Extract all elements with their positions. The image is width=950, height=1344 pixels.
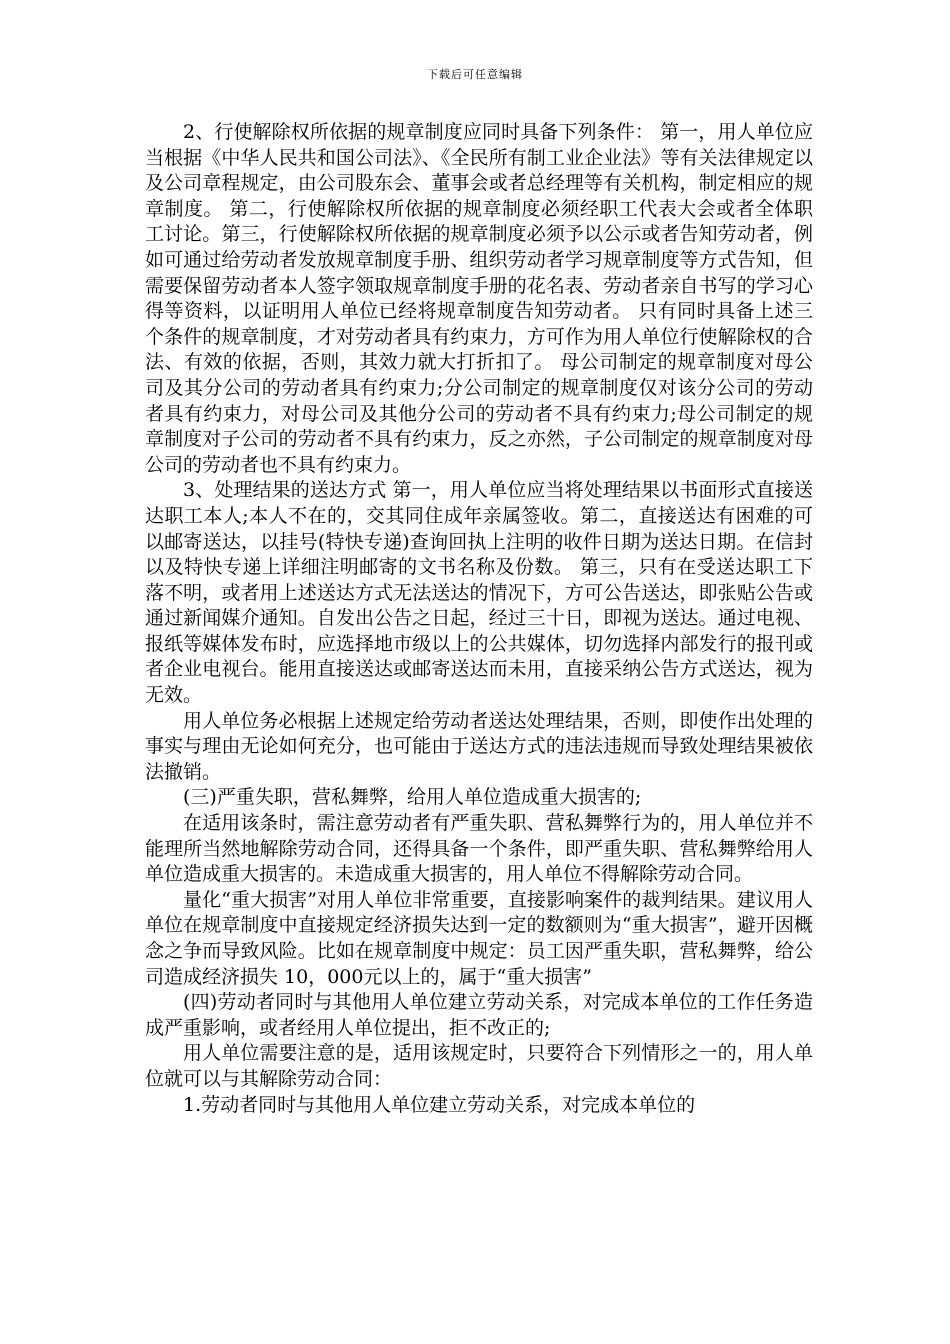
paragraph-item-one: 1.劳动者同时与其他用人单位建立劳动关系，对完成本单位的 <box>183 1093 696 1116</box>
page-header: 下载后可任意编辑 <box>427 68 523 81</box>
document-body <box>145 120 813 1118</box>
paragraph-heading-serious-negligence: (三)严重失职，营私舞弊，给用人单位造成重大损害的; <box>183 786 642 809</box>
paragraph-delivery-requirement: 用人单位务必根据上述规定给劳动者送达处理结果，否则，即使作出处理的事实与理由无论如何充分，也可能由于送达方式的违法违规而导致处理结果被依法撤销。 <box>145 709 813 783</box>
paragraph-delivery-method: 3、处理结果的送达方式 第一，用人单位应当将处理结果以书面形式直接送达职工本人;本人不在的，交其同住成年亲属签收。第二，直接送达有困难的可以邮寄送达，以挂号(特快专递)查询回执上注明的收件日期为送达日期。在信封以及特快专递上详细注明邮寄的文书名称及份数。 第三，只有在受送达职工下落不明，或者用上述送达方式无法送达的情况下，方可公告送达，即张贴公告或通过新闻媒介通知。自发出公告之日起，经过三十日，即视为送达。通过电视、报纸等媒体发布时，应选择地市级以上的公共媒体，切勿选择内部发行的报刊或者企业电视台。能用直接送达或邮寄送达而未用，直接采纳公告方式送达，视为无效。 <box>145 479 813 707</box>
paragraph-dual-employment-note: 用人单位需要注意的是，适用该规定时，只要符合下列情形之一的，用人单位就可以与其解除劳动合同： <box>145 1042 813 1090</box>
paragraph-negligence-condition: 在适用该条时，需注意劳动者有严重失职、营私舞弊行为的，用人单位并不能理所当然地解除劳动合同，还得具备一个条件，即严重失职、营私舞弊给用人单位造成重大损害的。未造成重大损害的，用人单位不得解除劳动合同。 <box>145 812 813 886</box>
paragraph-major-damage: 量化“重大损害”对用人单位非常重要，直接影响案件的裁判结果。建议用人单位在规章制度中直接规定经济损失达到一定的数额则为“重大损害”，避开因概念之争而导致风险。比如在规章制度中规定：员工因严重失职，营私舞弊，给公司造成经济损失 10，000元以上的，属于“重大损害” <box>145 888 813 988</box>
paragraph-regulation-conditions: 2、行使解除权所依据的规章制度应同时具备下列条件： 第一，用人单位应当根据《中华人民共和国公司法》、《全民所有制工业企业法》等有关法律规定以及公司章程规定，由公司股东会、董事会或者总经理等有关机构，制定相应的规章制度。 第二，行使解除权所依据的规章制度必须经职工代表大会或者全体职工讨论。第三，行使解除权所依据的规章制度必须予以公示或者告知劳动者，例如可通过给劳动者发放规章制度手册、组织劳动者学习规章制度等方式告知，但需要保留劳动者本人签字领取规章制度手册的花名表、劳动者亲自书写的学习心得等资料，以证明用人单位已经将规章制度告知劳动者。 只有同时具备上述三个条件的规章制度，才对劳动者具有约束力，方可作为用人单位行使解除权的合法、有效的依据，否则，其效力就大打折扣了。 母公司制定的规章制度对母公司及其分公司的劳动者具有约束力;分公司制定的规章制度仅对该分公司的劳动者具有约束力，对母公司及其他分公司的劳动者不具有约束力;母公司制定的规章制度对子公司的劳动者不具有约束力，反之亦然，子公司制定的规章制度对母公司的劳动者也不具有约束力。 <box>145 121 813 476</box>
paragraph-heading-dual-employment: (四)劳动者同时与其他用人单位建立劳动关系，对完成本单位的工作任务造成严重影响，或者经用人单位提出，拒不改正的; <box>145 991 813 1039</box>
